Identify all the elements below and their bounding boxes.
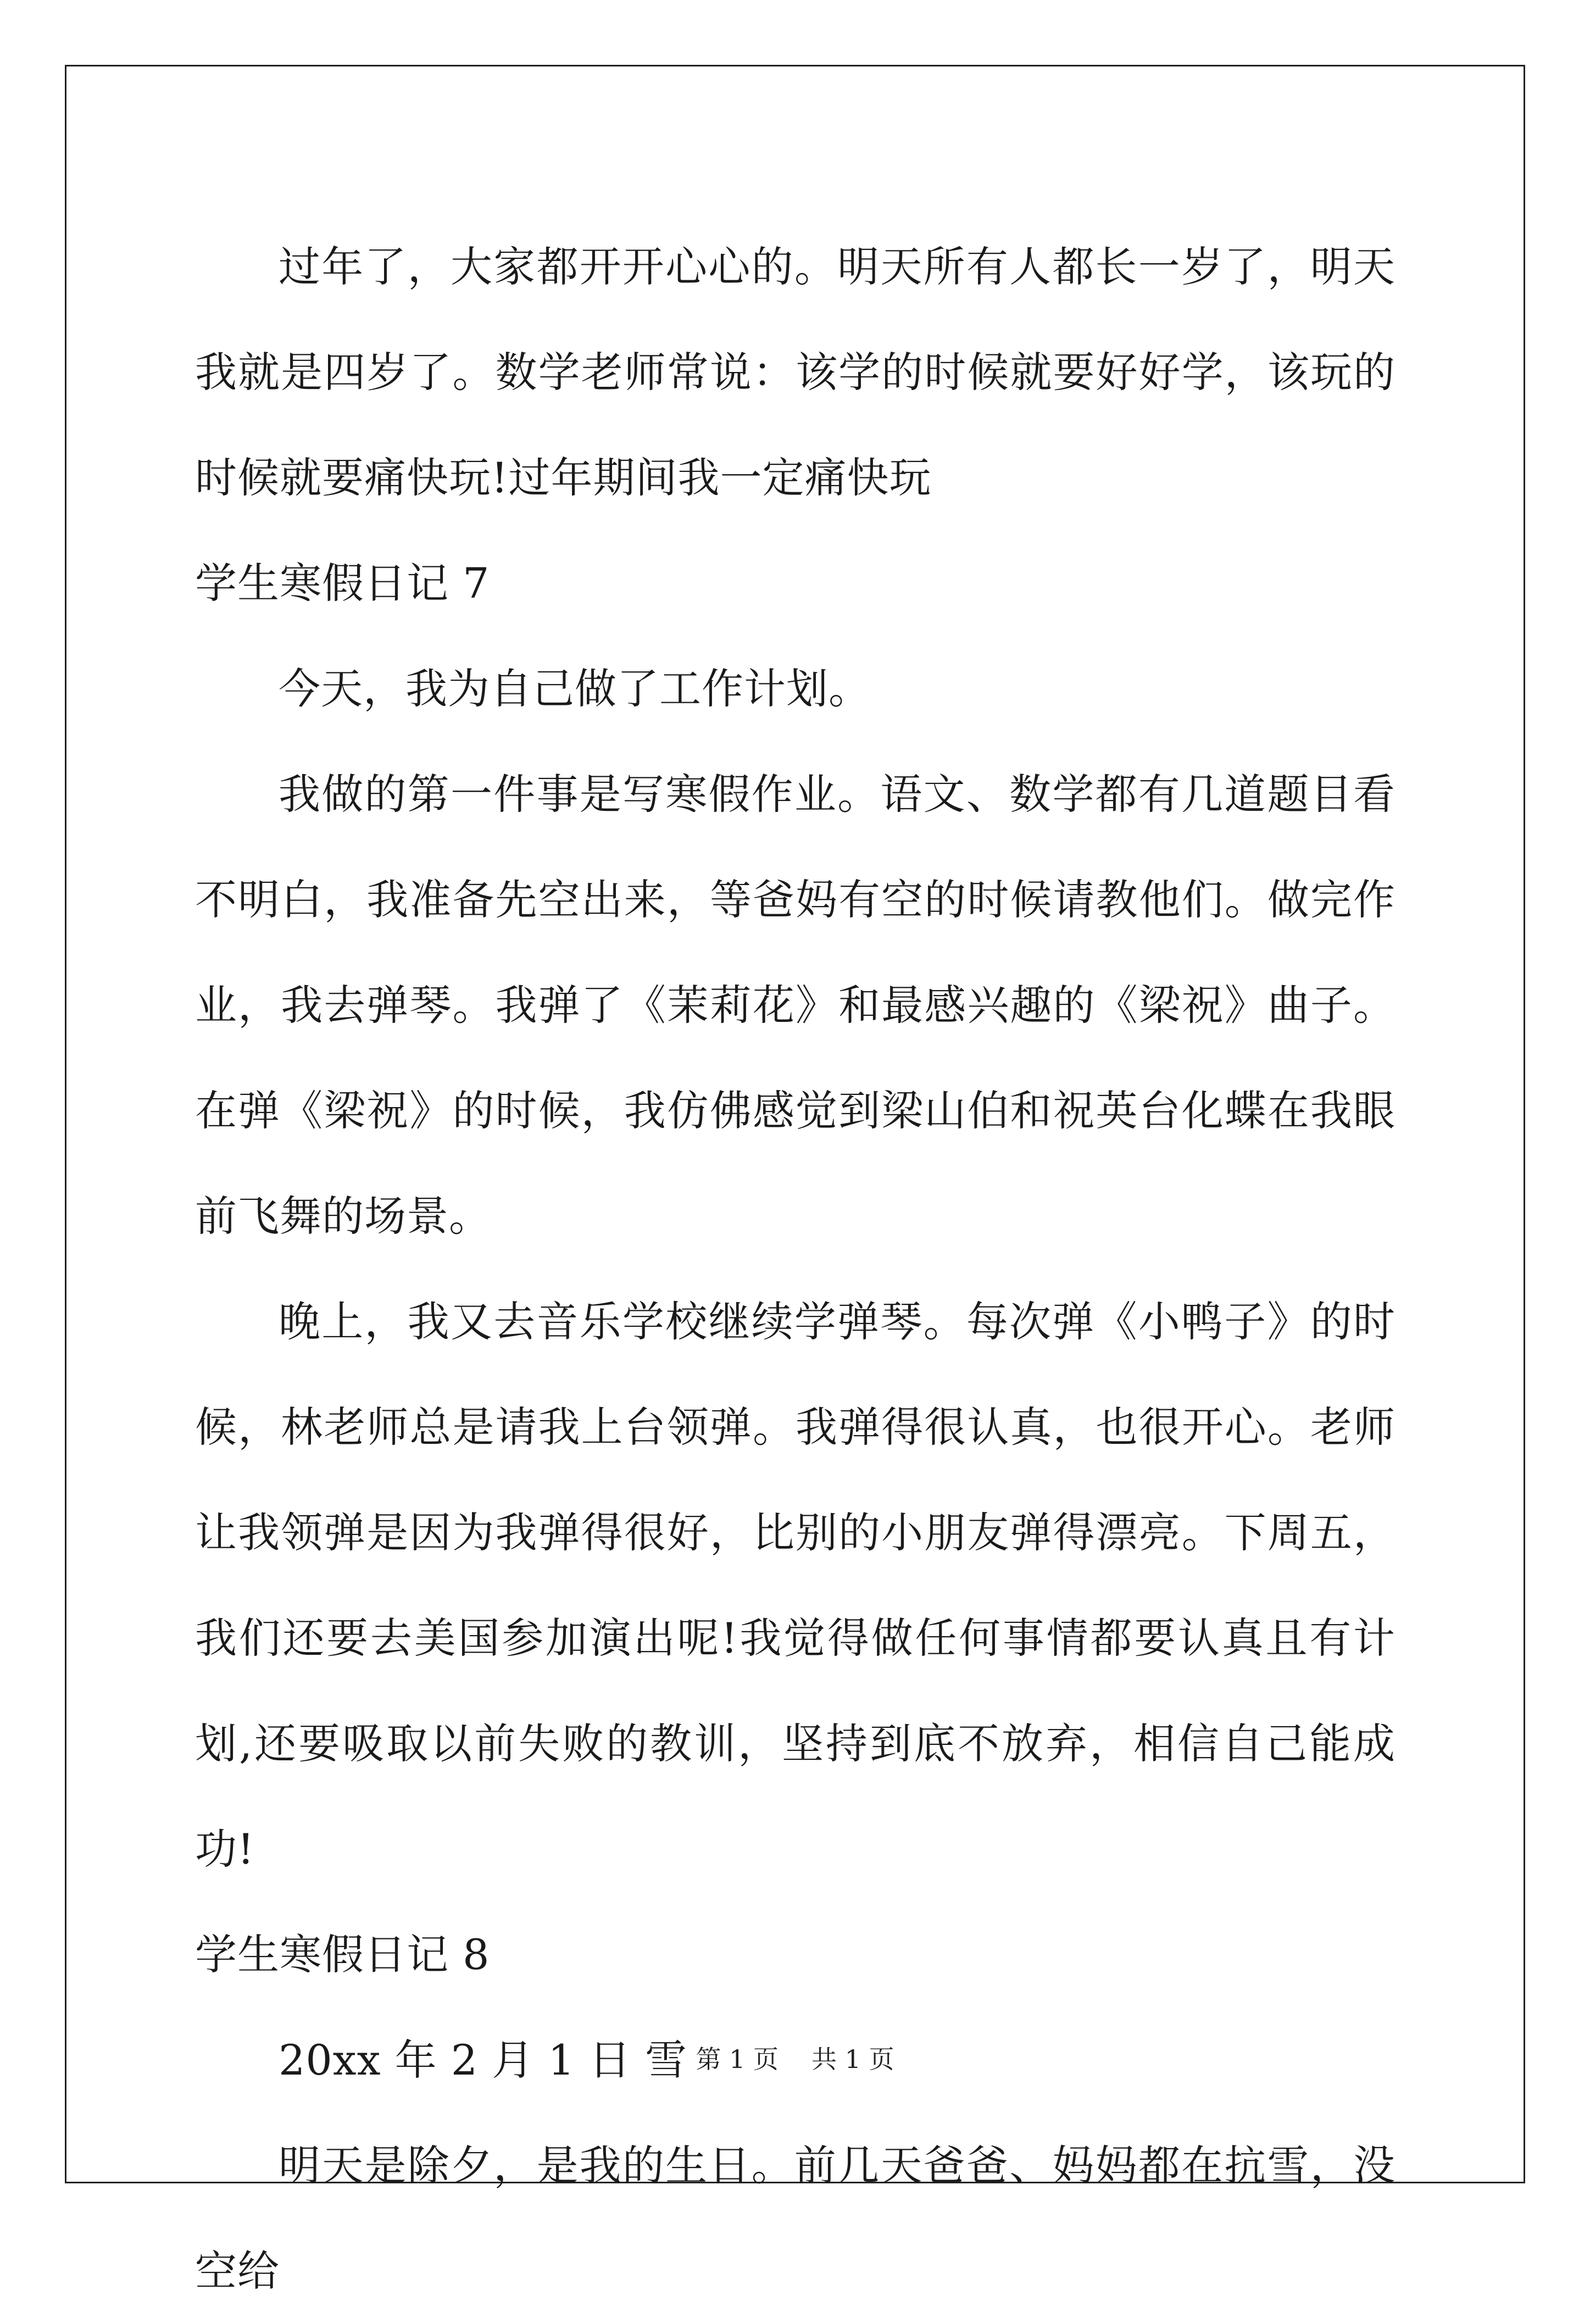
diary-date-line: 20xx 年 2 月 1 日 雪 (279, 2036, 688, 2084)
diary-heading-7: 学生寒假日记 7 (195, 559, 490, 608)
paragraph-new-year: 过年了，大家都开开心心的。明天所有人都长一岁了，明天我就是四岁了。数学老师常说：该学的时候就要好好学，该玩的时候就要痛快玩!过年期间我一定痛快玩 (195, 242, 1396, 502)
diary-heading-8: 学生寒假日记 8 (195, 1930, 490, 1979)
page-footer (0, 2043, 1590, 2076)
document-body (195, 214, 1396, 2324)
paragraph-birthday: 明天是除夕，是我的生日。前几天爸爸、妈妈都在抗雪，没空给 (195, 2141, 1396, 2295)
page-number-current: 第 1 页 (696, 2044, 779, 2074)
paragraph-homework-piano: 我做的第一件事是写寒假作业。语文、数学都有几道题目看不明白，我准备先空出来，等爸妈有空的时候请教他们。做完作业，我去弹琴。我弹了《茉莉花》和最感兴趣的《梁祝》曲子。在弹《梁祝》的时候，我仿佛感觉到梁山伯和祝英台化蝶在我眼前飞舞的场景。 (195, 770, 1396, 1241)
paragraph-evening-lesson: 晚上，我又去音乐学校继续学弹琴。每次弹《小鸭子》的时候，林老师总是请我上台领弹。我弹得很认真，也很开心。老师让我领弹是因为我弹得很好，比别的小朋友弹得漂亮。下周五，我们还要去美国参加演出呢!我觉得做任何事情都要认真且有计划,还要吸取以前失败的教训，坚持到底不放弃，相信自己能成功! (195, 1297, 1396, 1873)
paragraph-work-plan: 今天，我为自己做了工作计划。 (279, 664, 871, 713)
page-number-total: 共 1 页 (811, 2044, 894, 2074)
